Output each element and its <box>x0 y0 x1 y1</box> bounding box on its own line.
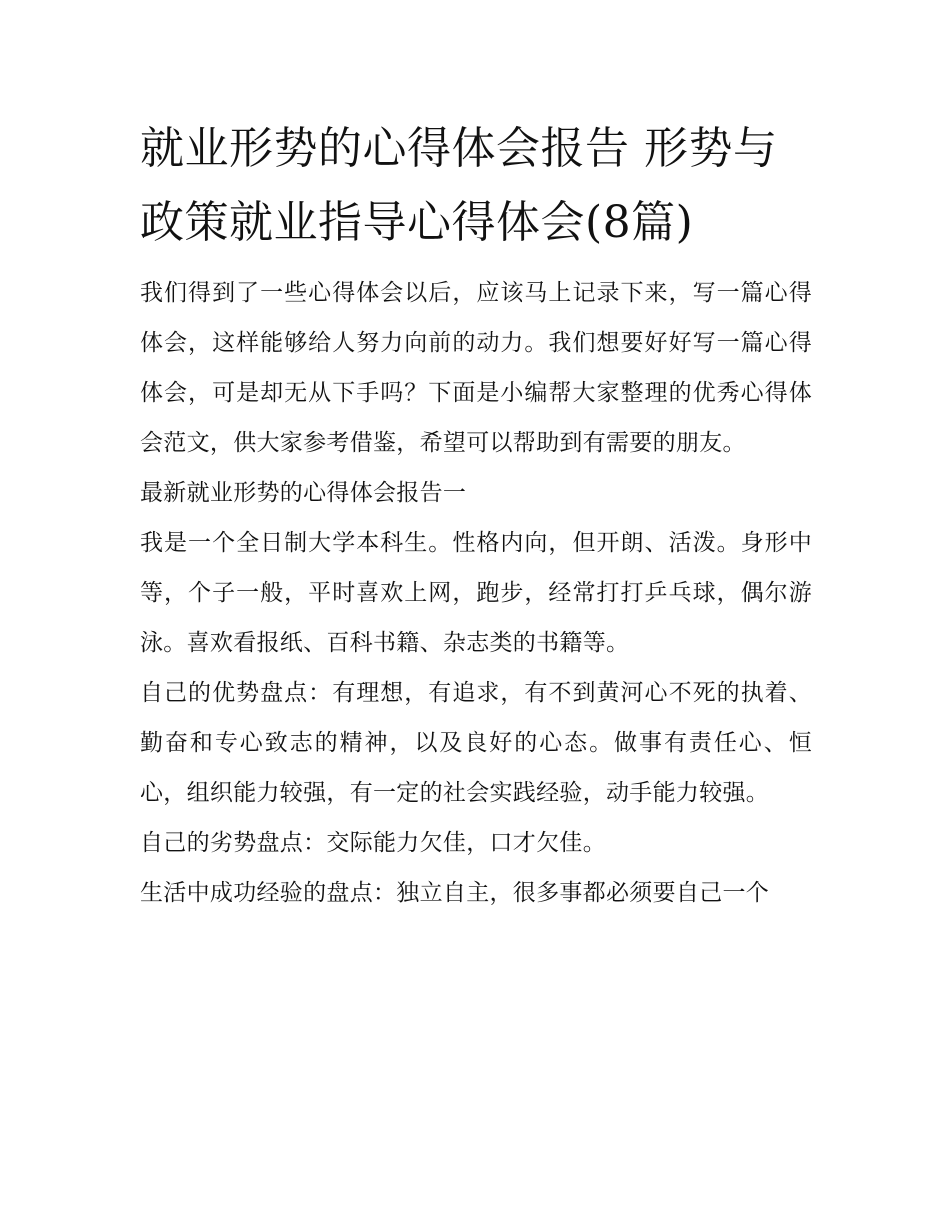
document-body <box>140 112 812 918</box>
section-heading: 最新就业形势的心得体会报告一 <box>140 480 467 506</box>
paragraph-success-experience: 生活中成功经验的盘点：独立自主，很多事都必须要自己一个 <box>140 880 770 906</box>
document-title: 就业形势的心得体会报告 形势与政策就业指导心得体会(8篇) <box>140 123 778 248</box>
paragraph-strengths: 自己的优势盘点：有理想，有追求，有不到黄河心不死的执着、勤奋和专心致志的精神，以及良好的心态。做事有责任心、恒心，组织能力较强，有一定的社会实践经验，动手能力较强。 <box>140 680 812 806</box>
paragraph-intro: 我们得到了一些心得体会以后，应该马上记录下来，写一篇心得体会，这样能够给人努力向前的动力。我们想要好好写一篇心得体会，可是却无从下手吗？下面是小编帮大家整理的优秀心得体会范文，供大家参考借鉴，希望可以帮助到有需要的朋友。 <box>140 280 812 456</box>
paragraph-self-intro: 我是一个全日制大学本科生。性格内向，但开朗、活泼。身形中等，个子一般，平时喜欢上网，跑步，经常打打乒乓球，偶尔游泳。喜欢看报纸、百科书籍、杂志类的书籍等。 <box>140 530 812 656</box>
paragraph-weaknesses: 自己的劣势盘点：交际能力欠佳，口才欠佳。 <box>140 830 606 856</box>
